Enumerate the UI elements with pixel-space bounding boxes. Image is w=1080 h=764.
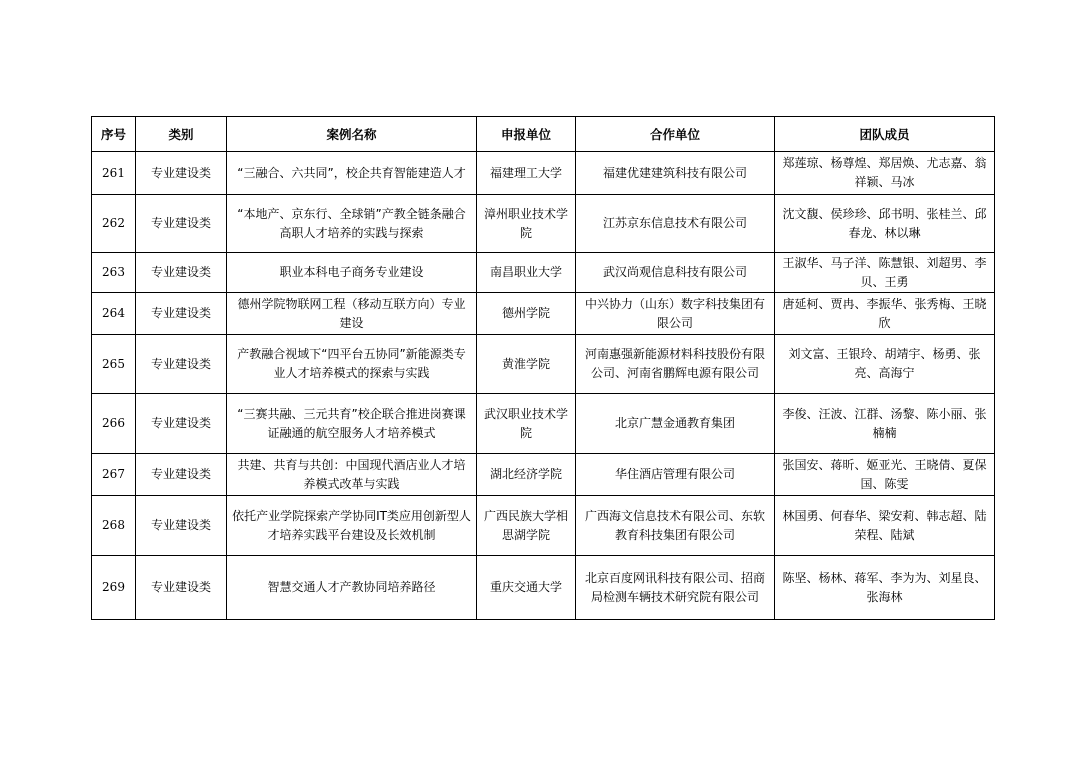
header-partner: 合作单位 [576,117,775,152]
cell-applicant: 广西民族大学相思湖学院 [477,496,576,556]
cell-case-name: “三赛共融、三元共育”校企联合推进岗赛课证融通的航空服务人才培养模式 [227,394,477,454]
cell-category: 专业建设类 [136,195,227,253]
table-row [92,253,995,293]
cell-partner: 江苏京东信息技术有限公司 [576,195,775,253]
cell-category: 专业建设类 [136,152,227,195]
cell-case-name: 德州学院物联网工程（移动互联方向）专业建设 [227,293,477,335]
cell-partner: 华住酒店管理有限公司 [576,454,775,496]
cell-team-members: 张国安、蒋昕、姬亚光、王晓倩、夏保国、陈雯 [775,454,995,496]
cell-serial-number: 263 [92,253,136,293]
cell-case-name: 依托产业学院探索产学协同IT类应用创新型人才培养实践平台建设及长效机制 [227,496,477,556]
cell-case-name: “本地产、京东行、全球销”产教全链条融合高职人才培养的实践与探索 [227,195,477,253]
cell-category: 专业建设类 [136,335,227,394]
cell-partner: 中兴协力（山东）数字科技集团有限公司 [576,293,775,335]
header-applicant: 申报单位 [477,117,576,152]
case-list-table [91,116,995,620]
cell-case-name: 智慧交通人才产教协同培养路径 [227,556,477,620]
table-row [92,556,995,620]
table-header-row [92,117,995,152]
cell-case-name: “三融合、六共同”，校企共育智能建造人才 [227,152,477,195]
cell-team-members: 沈文馥、侯珍珍、邱书明、张桂兰、邱春龙、林以琳 [775,195,995,253]
cell-applicant: 福建理工大学 [477,152,576,195]
table-row [92,394,995,454]
cell-applicant: 重庆交通大学 [477,556,576,620]
header-team-members: 团队成员 [775,117,995,152]
header-category: 类别 [136,117,227,152]
cell-team-members: 唐延柯、贾冉、李振华、张秀梅、王晓欣 [775,293,995,335]
header-case-name: 案例名称 [227,117,477,152]
table-row [92,195,995,253]
cell-team-members: 陈坚、杨林、蒋军、李为为、刘星良、张海林 [775,556,995,620]
cell-serial-number: 268 [92,496,136,556]
cell-partner: 河南惠强新能源材料科技股份有限公司、河南省鹏辉电源有限公司 [576,335,775,394]
cell-partner: 北京百度网讯科技有限公司、招商局检测车辆技术研究院有限公司 [576,556,775,620]
cell-category: 专业建设类 [136,253,227,293]
cell-applicant: 黄淮学院 [477,335,576,394]
cell-team-members: 李俊、汪波、江群、汤黎、陈小丽、张楠楠 [775,394,995,454]
cell-partner: 武汉尚观信息科技有限公司 [576,253,775,293]
cell-serial-number: 261 [92,152,136,195]
cell-serial-number: 262 [92,195,136,253]
cell-serial-number: 266 [92,394,136,454]
cell-category: 专业建设类 [136,556,227,620]
cell-category: 专业建设类 [136,394,227,454]
table-row [92,152,995,195]
cell-case-name: 产教融合视域下“四平台五协同”新能源类专业人才培养模式的探索与实践 [227,335,477,394]
table-row [92,496,995,556]
cell-applicant: 德州学院 [477,293,576,335]
cell-applicant: 武汉职业技术学院 [477,394,576,454]
cell-case-name: 职业本科电子商务专业建设 [227,253,477,293]
cell-team-members: 王淑华、马子洋、陈慧银、刘超男、李贝、王勇 [775,253,995,293]
cell-applicant: 湖北经济学院 [477,454,576,496]
table-row [92,454,995,496]
cell-category: 专业建设类 [136,496,227,556]
table-row [92,293,995,335]
cell-partner: 广西海文信息技术有限公司、东软教育科技集团有限公司 [576,496,775,556]
cell-team-members: 林国勇、何春华、梁安莉、韩志超、陆荣程、陆斌 [775,496,995,556]
cell-partner: 福建优建建筑科技有限公司 [576,152,775,195]
cell-category: 专业建设类 [136,293,227,335]
cell-team-members: 刘文富、王银玲、胡靖宇、杨勇、张亮、高海宁 [775,335,995,394]
cell-team-members: 郑莲琼、杨尊煌、郑居焕、尤志嘉、翁祥颖、马冰 [775,152,995,195]
cell-partner: 北京广慧金通教育集团 [576,394,775,454]
cell-category: 专业建设类 [136,454,227,496]
cell-serial-number: 267 [92,454,136,496]
cell-applicant: 南昌职业大学 [477,253,576,293]
cell-serial-number: 265 [92,335,136,394]
case-list-table-container [91,116,994,620]
cell-applicant: 漳州职业技术学院 [477,195,576,253]
cell-serial-number: 264 [92,293,136,335]
table-row [92,335,995,394]
header-serial-number: 序号 [92,117,136,152]
cell-serial-number: 269 [92,556,136,620]
cell-case-name: 共建、共育与共创：中国现代酒店业人才培养模式改革与实践 [227,454,477,496]
